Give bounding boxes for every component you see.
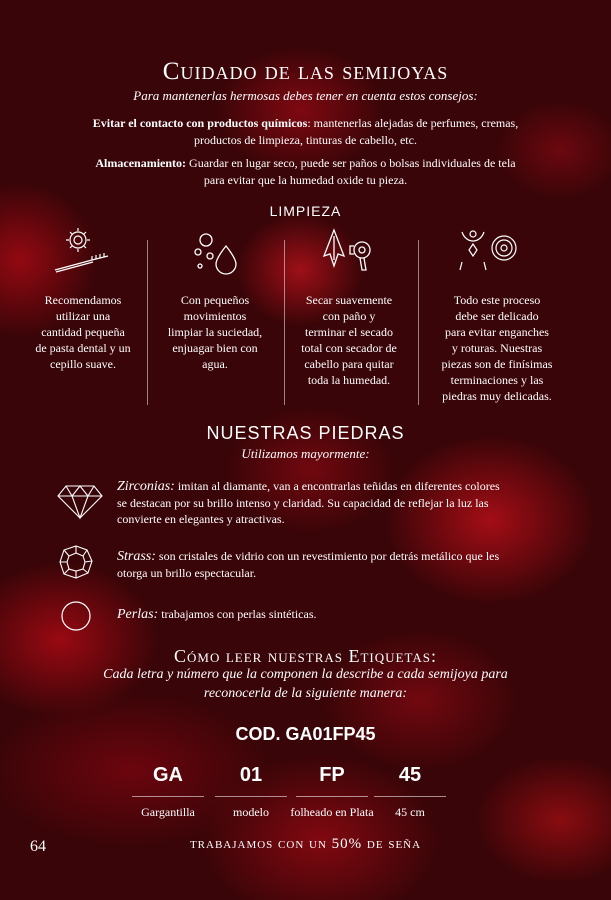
- page-subtitle: Para mantenerlas hermosas debes tener en cuenta estos consejos:: [133, 88, 478, 103]
- page-number: 64: [30, 838, 46, 855]
- diamond-icon: [56, 484, 104, 520]
- label-code: COD. GA01FP45: [235, 724, 376, 744]
- labels-title: Cómo leer nuestras Etiquetas:: [173, 646, 437, 666]
- cleaning-step-3: Secar suavemente con paño y terminar el secado total con secador de cabello para quitar toda la humedad.: [301, 293, 397, 387]
- column-divider: [418, 240, 419, 405]
- code-part-fp: FP: [319, 764, 345, 786]
- code-part-ga: GA: [153, 764, 183, 786]
- code-part-45: 45: [398, 764, 422, 786]
- cloth-hairdryer-icon: [322, 226, 378, 276]
- toothbrush-icon: [52, 226, 114, 274]
- pearl-icon: [60, 600, 92, 632]
- stone-perlas: Perlas: trabajamos con perlas sintéticas.: [117, 607, 317, 622]
- code-label-45: 45 cm: [395, 805, 425, 819]
- code-underline: [296, 796, 368, 797]
- code-label-ga: Gargantilla: [141, 805, 195, 819]
- jewelry-icon: [458, 226, 520, 276]
- cleaning-step-1: Recomendamos utilizar una cantidad pequeña de pasta dental y un cepillo suave.: [35, 293, 131, 371]
- code-underline: [132, 796, 204, 797]
- cleaning-title: LIMPIEZA: [269, 203, 342, 219]
- page-title: Cuidado de las semijoyas: [162, 58, 449, 85]
- cleaning-step-2: Con pequeños movimientos limpiar la suciedad, enjuagar bien con agua.: [167, 293, 263, 371]
- footer-text: trabajamos con un 50% de seña: [189, 836, 422, 852]
- code-underline: [215, 796, 287, 797]
- code-part-01: 01: [239, 764, 263, 786]
- stones-subtitle: Utilizamos mayormente:: [241, 446, 370, 461]
- cleaning-step-4: Todo este proceso debe ser delicado para evitar enganches y roturas. Nuestras piezas son de finísimas terminaciones y las piedras muy delicadas.: [441, 293, 553, 403]
- chemicals-tip: Evitar el contacto con productos químicos: mantenerlas alejadas de perfumes, cremas, productos de limpieza, tinturas de cabello, etc.: [92, 116, 519, 147]
- labels-subtitle-2: reconocerla de la siguiente manera:: [203, 686, 408, 701]
- code-label-fp: folheado en Plata: [290, 805, 374, 819]
- labels-subtitle-1: Cada letra y número que la componen la describe a cada semijoya para: [103, 667, 508, 682]
- water-drops-icon: [192, 226, 240, 276]
- stone-zirconias: Zirconias: imitan al diamante, van a encontrarlas teñidas en diferentes colores se destacan por su brillo intenso y claridad. Su capacidad de reflejar la luz las convierte en elegantes y atractivas.: [117, 479, 500, 526]
- code-label-01: modelo: [233, 805, 269, 819]
- storage-tip: Almacenamiento: Guardar en lugar seco, puede ser paños o bolsas individuales de tela para evitar que la humedad oxide tu pieza.: [95, 156, 516, 187]
- code-underline: [374, 796, 446, 797]
- stones-title: NUESTRAS PIEDRAS: [206, 423, 405, 443]
- strass-icon: [58, 544, 94, 580]
- stone-strass: Strass: son cristales de vidrio con un revestimiento por detrás metálico que les otorga un brillo espectacular.: [117, 549, 500, 580]
